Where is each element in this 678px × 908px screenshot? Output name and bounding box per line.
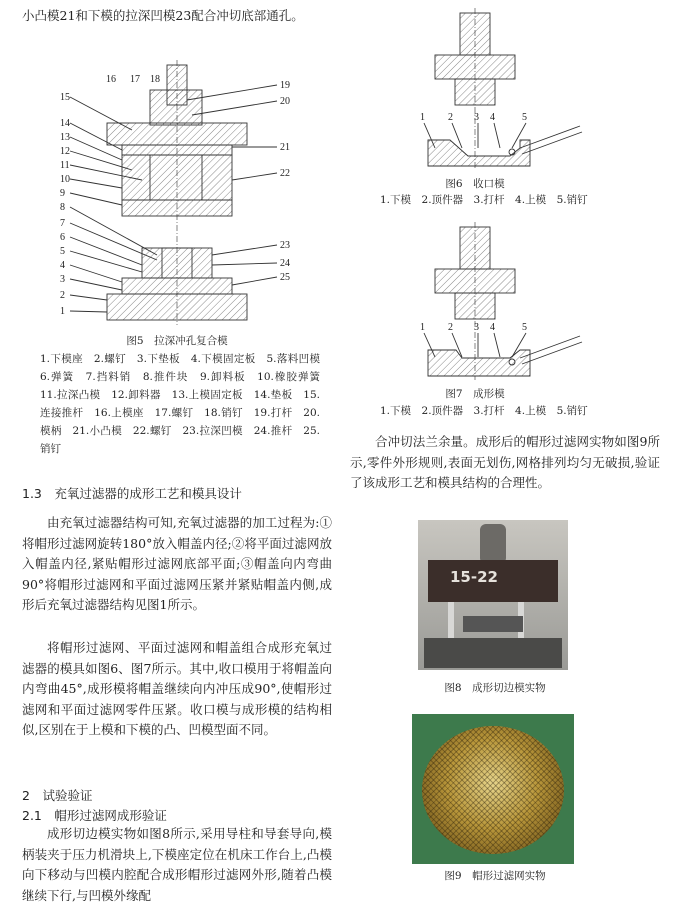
fig5-label: 17 [130, 74, 140, 85]
fig5-label: 19 [280, 80, 290, 91]
section-1-3-heading: 1.3 充氧过滤器的成形工艺和模具设计 [22, 486, 242, 501]
fig5-label: 3 [60, 274, 65, 285]
fig5-label: 2 [60, 290, 65, 301]
fig7-label: 4 [490, 322, 495, 333]
fig5-label: 4 [60, 260, 65, 271]
fig5-label: 22 [280, 168, 290, 179]
fig5-label: 25 [280, 272, 290, 283]
figure-7-legend: 1.下模 2.顶件器 3.打杆 4.上模 5.销钉 [380, 405, 588, 417]
fig7-label: 2 [448, 322, 453, 333]
fig5-label: 10 [60, 174, 70, 185]
fig5-label: 13 [60, 132, 70, 143]
fig5-label: 20 [280, 96, 290, 107]
fig6-label: 1 [420, 112, 425, 123]
figure-5-diagram [22, 60, 332, 330]
fig5-label: 23 [280, 240, 290, 251]
figure-7-caption: 图7 成形模 [445, 388, 505, 400]
fig5-label: 16 [106, 74, 116, 85]
right-body-text: 合冲切法兰余量。成形后的帽形过滤网实物如图9所示,零件外形规则,表面无划伤,网格排列均匀无破损,验证了该成形工艺和模具结构的合理性。 [350, 434, 660, 490]
fig5-label: 12 [60, 146, 70, 157]
fig5-label: 1 [60, 306, 65, 317]
figure-6-diagram [350, 8, 660, 173]
fig6-label: 4 [490, 112, 495, 123]
fig5-label: 18 [150, 74, 160, 85]
fig7-label: 5 [522, 322, 527, 333]
left-top-text: 小凸模21和下模的拉深凹模23配合冲切底部通孔。 [22, 8, 304, 23]
fig5-labels-left-bottom [60, 202, 65, 317]
fig5-label: 6 [60, 232, 65, 243]
figure-9-caption: 图9 帽形过滤网实物 [444, 870, 546, 882]
fig5-label: 8 [60, 202, 65, 213]
figure-5-caption: 图5 拉深冲孔复合模 [126, 335, 228, 347]
figure-8-photo [418, 520, 568, 670]
fig5-label: 21 [280, 142, 290, 153]
fig7-label: 3 [474, 322, 479, 333]
fig7-label: 1 [420, 322, 425, 333]
fig5-label: 7 [60, 218, 65, 229]
figure-6-caption: 图6 收口模 [445, 178, 505, 190]
fig5-label: 24 [280, 258, 290, 269]
fig6-label: 5 [522, 112, 527, 123]
figure-6-legend: 1.下模 2.顶件器 3.打杆 4.上模 5.销钉 [380, 194, 588, 206]
fig6-label: 3 [474, 112, 479, 123]
fig5-labels-right-top [280, 80, 290, 179]
section-2-heading: 2 试验验证 [22, 788, 93, 803]
figure-8-caption: 图8 成形切边模实物 [444, 682, 546, 694]
section-1-3-para-1: 由充氧过滤器结构可知,充氧过滤器的加工过程为:①将帽形过滤网旋转180°放入帽盖内径;②将平面过滤网放入帽盖内径,紧贴帽形过滤网底部平面;③帽盖向内弯曲90°将帽形过滤网和平面过滤网压紧并紧贴帽盖内侧,成形后充氧过滤器结构见图1所示。 [22, 515, 332, 612]
figure-5-legend: 1.下模座 2.螺钉 3.下垫板 4.下模固定板 5.落料凹模 6.弹簧 7.挡料销 8.推件块 9.卸料板 10.橡胶弹簧 11.拉深凸模 12.卸料器 13.上模固定板 14.垫板 15.连接推杆 16.上模座 17.螺钉 18.销钉 19.打杆 20.模柄 21.小凸模 22.螺钉 23.拉深凹模 24.推杆 25.销钉 [40, 353, 331, 455]
section-2-1-heading: 2.1 帽形过滤网成形验证 [22, 808, 167, 823]
section-2-1-para: 成形切边模实物如图8所示,采用导柱和导套导向,模柄装夹于压力机滑块上,下模座定位在机床工作台上,凸模向下移动与凹模内腔配合成形帽形过滤网外形,随着凸模继续下行,与凹模外缘配 [22, 826, 332, 903]
fig5-labels-right-bottom [280, 240, 290, 283]
figure-7-diagram [350, 222, 660, 382]
fig5-label: 9 [60, 188, 65, 199]
fig5-label: 11 [60, 160, 70, 171]
fig6-label: 2 [448, 112, 453, 123]
fig5-label: 14 [60, 118, 70, 129]
section-1-3-para-2: 将帽形过滤网、平面过滤网和帽盖组合成形充氧过滤器的模具如图6、图7所示。其中,收口模用于将帽盖向内弯曲45°,成形模将帽盖继续向内冲压成90°,使帽形过滤网和平面过滤网零件压紧。收口模与成形模的结构相似,区别在于上模和下模的凸、凹模型面不同。 [22, 640, 332, 737]
fig5-label: 15 [60, 92, 70, 103]
fig5-label: 5 [60, 246, 65, 257]
figure-9-photo [412, 714, 574, 864]
photo-marking-text: 15-22 [450, 568, 498, 586]
